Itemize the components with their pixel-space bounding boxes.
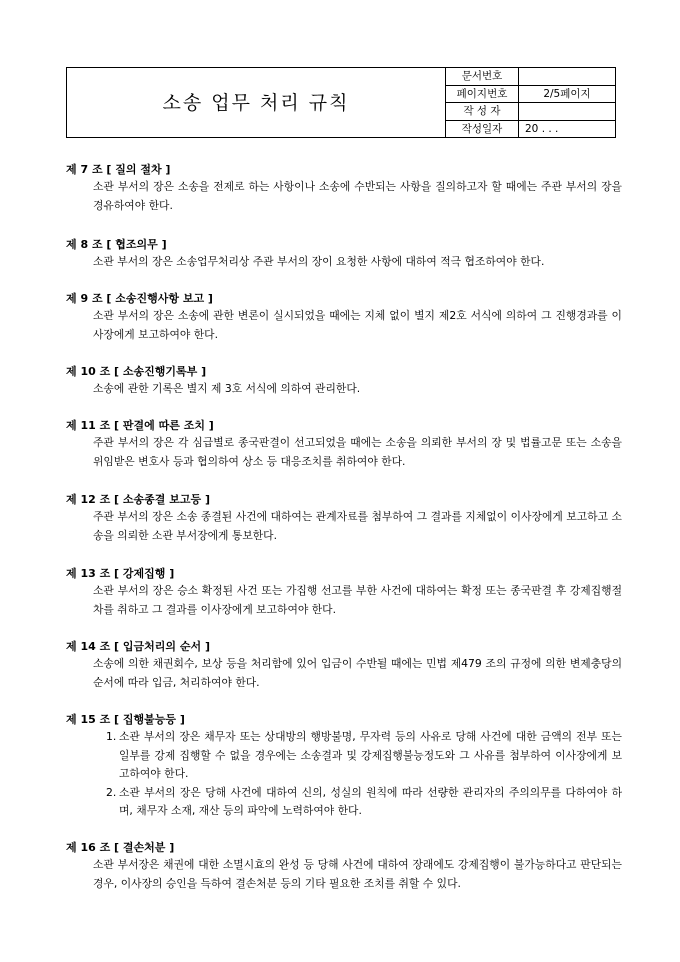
list-item-text: 소관 부서의 장은 당해 사건에 대하여 신의, 성실의 원칙에 따라 선량한 관리자의 주의의무를 다하여야 하며, 채무자 소재, 재산 등의 파악에 노력하여야 한다. (119, 785, 622, 817)
header-label-author: 작 성 자 (446, 103, 519, 121)
article-16 (66, 840, 622, 893)
article-8 (66, 237, 622, 272)
article-10 (66, 364, 622, 399)
article-14 (66, 639, 622, 692)
article-body: 소관 부서의 장은 소송을 전제로 하는 사항이나 소송에 수반되는 사항을 질의하고자 할 때에는 주관 부서의 장을 경유하여야 한다. (93, 180, 622, 212)
document-header-table (66, 67, 616, 138)
article-body: 주관 부서의 장은 각 심급별로 종국판결이 선고되었을 때에는 소송을 의뢰한 부서의 장 및 법률고문 또는 소송을 위임받은 변호사 등과 협의하여 상소 등 대응조치를 취하여야 한다. (93, 436, 622, 468)
article-body: 소관 부서의 장은 소송업무처리상 주관 부서의 장이 요청한 사항에 대하여 적극 협조하여야 한다. (93, 255, 545, 268)
article-12 (66, 492, 622, 545)
article-body: 소송에 관한 기록은 별지 제 3호 서식에 의하여 관리한다. (93, 382, 361, 395)
article-13 (66, 566, 622, 619)
article-heading: 제 8 조 [ 협조의무 ] (66, 238, 167, 251)
header-value-author (519, 103, 616, 121)
article-11 (66, 418, 622, 471)
article-heading: 제 9 조 [ 소송진행사항 보고 ] (66, 292, 213, 305)
header-value-page-number: 2/5페이지 (519, 85, 616, 103)
article-9 (66, 291, 622, 344)
header-label-doc-number: 문서번호 (446, 68, 519, 86)
article-heading: 제 11 조 [ 판결에 따른 조치 ] (66, 419, 214, 432)
article-7 (66, 162, 622, 215)
article-body: 소송에 의한 채권회수, 보상 등을 처리함에 있어 입금이 수반될 때에는 민법 제479 조의 규정에 의한 변제충당의 순서에 따라 입금, 처리하여야 한다. (93, 657, 622, 689)
list-item (106, 784, 622, 821)
document-title: 소송 업무 처리 규칙 (67, 68, 446, 138)
article-15 (66, 712, 622, 821)
article-heading: 제 12 조 [ 소송종결 보고등 ] (66, 493, 210, 506)
article-heading: 제 14 조 [ 입금처리의 순서 ] (66, 640, 210, 653)
header-label-date: 작성일자 (446, 120, 519, 138)
header-value-doc-number (519, 68, 616, 86)
article-heading: 제 13 조 [ 강제집행 ] (66, 567, 175, 580)
list-item-number: 1. (106, 730, 117, 743)
article-heading: 제 16 조 [ 결손처분 ] (66, 841, 175, 854)
article-body: 소관 부서의 장은 소송에 관한 변론이 실시되었을 때에는 지체 없이 별지 제2호 서식에 의하여 그 진행경과를 이사장에게 보고하여야 한다. (93, 309, 622, 341)
article-heading: 제 7 조 [ 질의 절차 ] (66, 163, 171, 176)
article-heading: 제 15 조 [ 집행불능등 ] (66, 713, 185, 726)
article-body: 소관 부서의 장은 승소 확정된 사건 또는 가집행 선고를 부한 사건에 대하여는 확정 또는 종국판결 후 강제집행절차를 취하고 그 결과를 이사장에게 보고하여야 한다. (93, 584, 622, 616)
list-item-text: 소관 부서의 장은 채무자 또는 상대방의 행방불명, 무자력 등의 사유로 당해 사건에 대한 금액의 전부 또는 일부를 강제 집행할 수 없을 경우에는 소송결과 및 강제집행불능정도와 그 사유를 첨부하여 이사장에게 보고하여야 한다. (119, 730, 622, 780)
article-body: 소관 부서장은 채권에 대한 소멸시효의 완성 등 당해 사건에 대하여 장래에도 강제집행이 불가능하다고 판단되는 경우, 이사장의 승인을 득하여 결손처분 등의 기타 필요한 조치를 취할 수 있다. (93, 858, 622, 890)
article-body: 주관 부서의 장은 소송 종결된 사건에 대하여는 관계자료를 첨부하여 그 결과를 지체없이 이사장에게 보고하고 소송을 의뢰한 소관 부서장에게 통보한다. (93, 510, 622, 542)
article-list (106, 728, 622, 821)
list-item-number: 2. (106, 785, 117, 799)
article-heading: 제 10 조 [ 소송진행기록부 ] (66, 365, 207, 378)
list-item (106, 728, 622, 784)
header-value-date: 20 . . . (519, 120, 616, 138)
header-label-page-number: 페이지번호 (446, 85, 519, 103)
